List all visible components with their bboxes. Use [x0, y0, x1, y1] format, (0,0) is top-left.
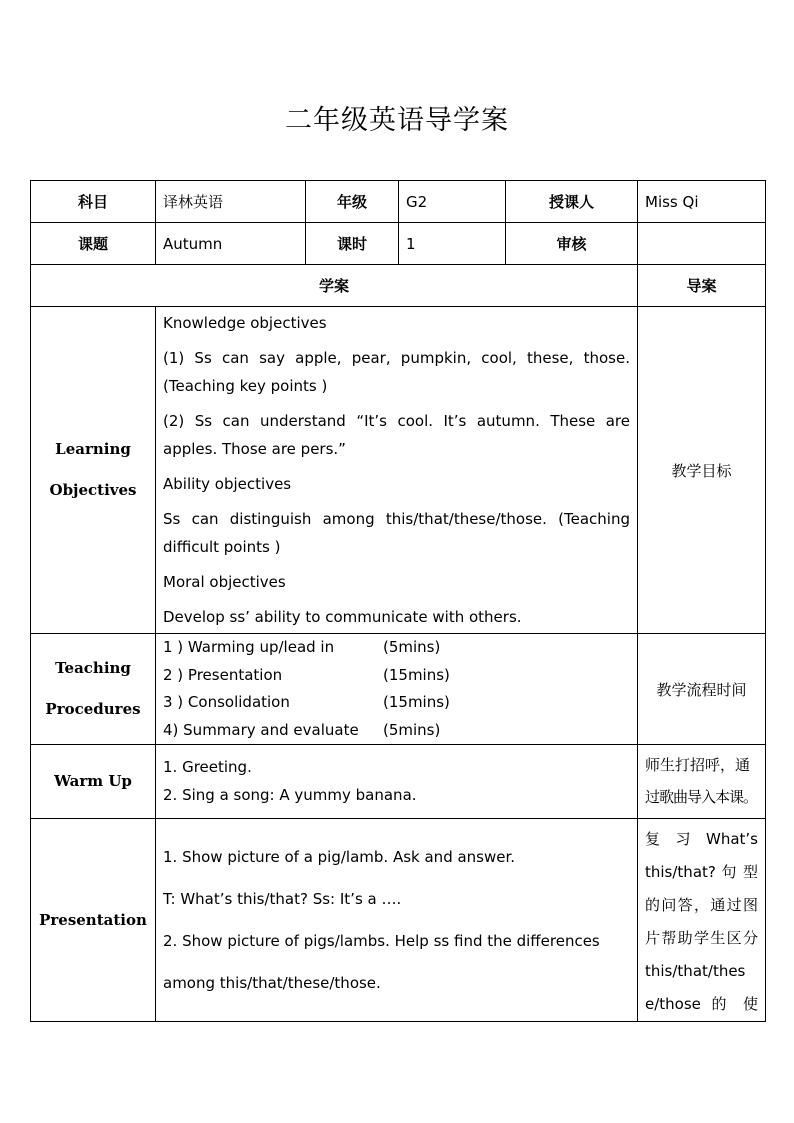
- subject-label: 科目: [31, 181, 156, 223]
- presentation-content: [156, 819, 638, 1022]
- period-label: 课时: [306, 223, 399, 265]
- presentation-line: T: What’s this/that? Ss: It’s a ….: [163, 890, 402, 908]
- grade-label: 年级: [306, 181, 399, 223]
- objective-line: Ability objectives: [163, 475, 292, 493]
- procedures-content: [156, 634, 638, 745]
- grade-value: G2: [399, 181, 506, 223]
- presentation-line: 2. Show picture of pigs/lambs. Help ss find the differences: [163, 932, 600, 950]
- warm-up-content: [156, 745, 638, 819]
- procedure-item: 4) Summary and evaluate (5mins): [163, 720, 441, 739]
- objective-line: (2) Ss can understand “It’s cool. It’s autumn. These are apples. Those are pers.”: [163, 412, 630, 458]
- header-row-2: [31, 223, 766, 265]
- teacher-value: Miss Qi: [638, 181, 766, 223]
- procedure-item: 2 ) Presentation (15mins): [163, 665, 450, 684]
- guide-plan-header: 导案: [638, 265, 766, 307]
- warm-up-item: 1. Greeting.: [163, 758, 252, 776]
- review-value: [638, 223, 766, 265]
- objectives-content: [156, 307, 638, 634]
- objective-line: Ss can distinguish among this/that/these/those. (Teaching difficult points ): [163, 510, 630, 556]
- warm-up-item: 2. Sing a song: A yummy banana.: [163, 785, 417, 804]
- column-header-row: [31, 265, 766, 307]
- presentation-row: [31, 819, 766, 1022]
- review-label: 审核: [506, 223, 638, 265]
- objective-line: Moral objectives: [163, 573, 286, 591]
- period-value: 1: [399, 223, 506, 265]
- presentation-line: among this/that/these/those.: [163, 974, 381, 992]
- warm-up-row: [31, 745, 766, 819]
- presentation-label: Presentation: [31, 819, 156, 1022]
- objectives-guide: 教学目标: [638, 307, 766, 634]
- warm-up-label: Warm Up: [31, 745, 156, 819]
- objective-line: Knowledge objectives: [163, 314, 327, 332]
- presentation-guide: 复 习 What’s this/that? 句 型 的问答，通过图 片帮助学生区分 this/that/thes e/those 的 使: [638, 819, 766, 1022]
- presentation-line: 1. Show picture of a pig/lamb. Ask and answer.: [163, 848, 516, 866]
- header-row-1: [31, 181, 766, 223]
- procedures-label: Teaching Procedures: [31, 634, 156, 745]
- subject-value: 译林英语: [156, 181, 306, 223]
- objective-line: Develop ss’ ability to communicate with others.: [163, 608, 522, 626]
- topic-value: Autumn: [156, 223, 306, 265]
- warm-up-guide: 师生打招呼，通 过歌曲导入本课。: [638, 745, 766, 819]
- objective-line: (1) Ss can say apple, pear, pumpkin, cool, these, those.(Teaching key points ): [163, 349, 630, 395]
- procedure-item: 1 ) Warming up/lead in (5mins): [163, 638, 441, 656]
- study-plan-header: 学案: [31, 265, 638, 307]
- procedures-row: [31, 634, 766, 745]
- lesson-plan-table: [30, 180, 766, 1022]
- procedures-guide: 教学流程时间: [638, 634, 766, 745]
- teacher-label: 授课人: [506, 181, 638, 223]
- topic-label: 课题: [31, 223, 156, 265]
- procedure-item: 3 ) Consolidation (15mins): [163, 693, 450, 711]
- objectives-row: [31, 307, 766, 634]
- document-title: 二年级英语导学案: [285, 105, 509, 136]
- objectives-label: Learning Objectives: [31, 307, 156, 634]
